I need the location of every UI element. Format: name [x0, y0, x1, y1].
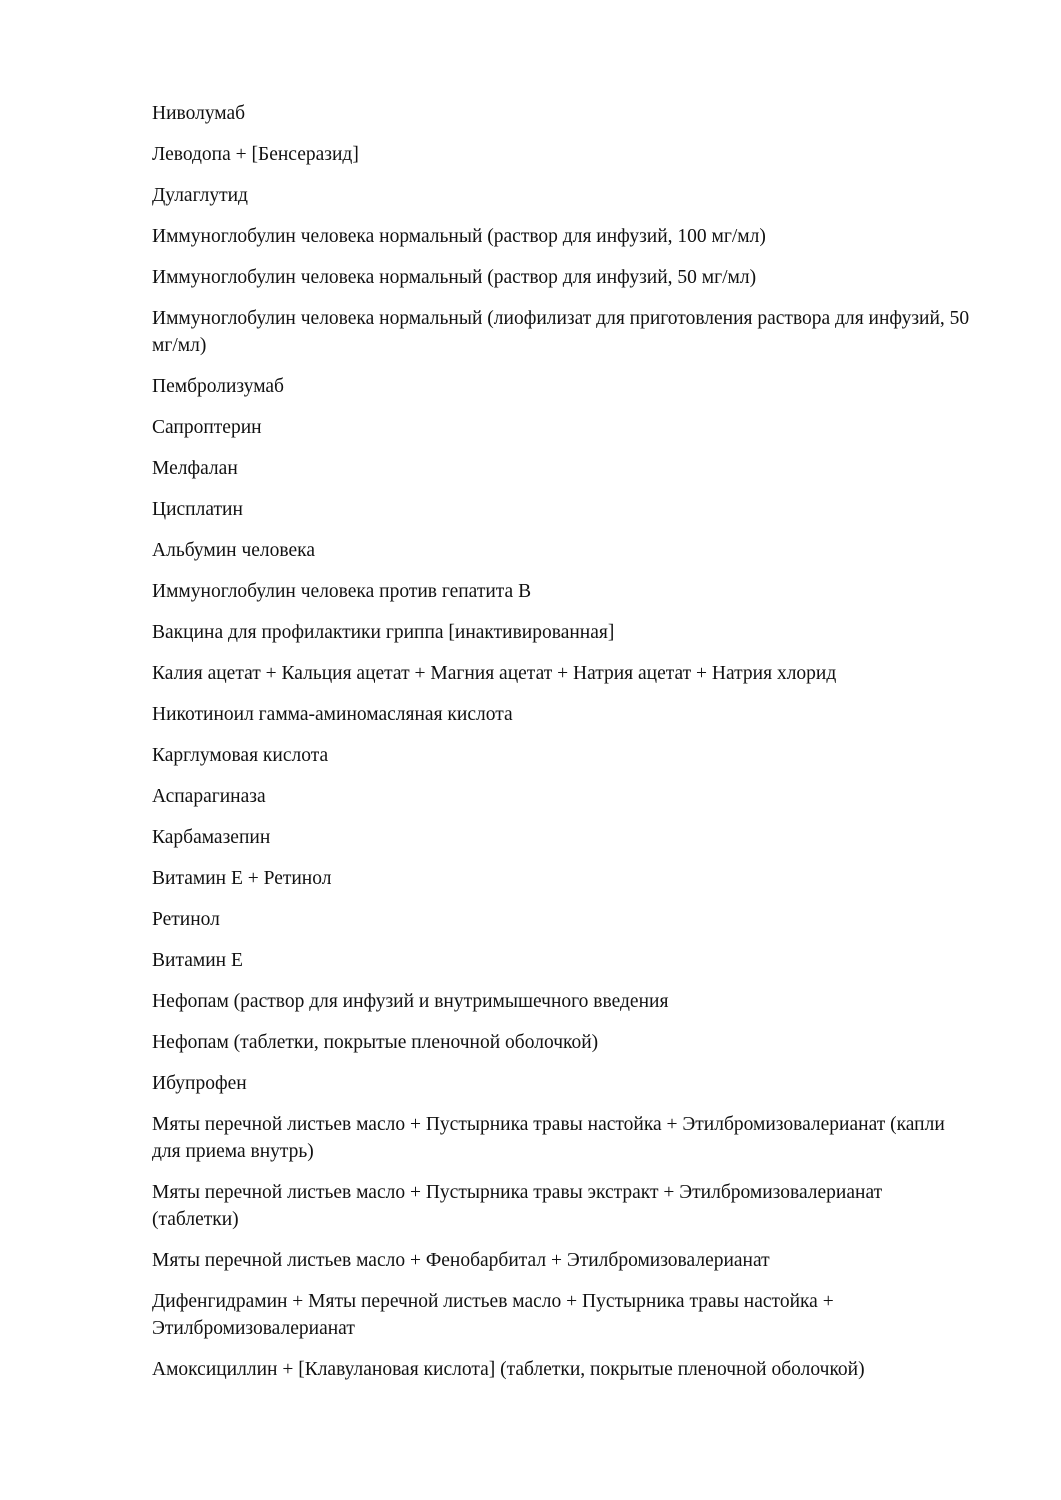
list-item: Аспарагиназа — [152, 786, 266, 807]
list-item: Витамин Е — [152, 950, 243, 971]
list-item: Мяты перечной листьев масло + Пустырника травы экстракт + Этилбромизовалерианат (таблетки) — [152, 1182, 883, 1230]
list-item: Ибупрофен — [152, 1073, 247, 1094]
list-item: Альбумин человека — [152, 540, 315, 561]
list-item: Карбамазепин — [152, 827, 271, 848]
list-item: Нефопам (раствор для инфузий и внутримышечного введения — [152, 991, 669, 1012]
list-item: Иммуноглобулин человека нормальный (лиофилизат для приготовления раствора для инфузий, 50 мг/мл) — [152, 308, 970, 356]
list-item: Цисплатин — [152, 499, 243, 520]
list-item: Калия ацетат + Кальция ацетат + Магния ацетат + Натрия ацетат + Натрия хлорид — [152, 663, 837, 684]
list-item: Иммуноглобулин человека нормальный (раствор для инфузий, 100 мг/мл) — [152, 226, 766, 247]
list-item: Вакцина для профилактики гриппа [инактивированная] — [152, 622, 615, 643]
list-item: Амоксициллин + [Клавулановая кислота] (таблетки, покрытые пленочной оболочкой) — [152, 1359, 865, 1380]
list-item: Дулаглутид — [152, 185, 248, 206]
list-item: Иммуноглобулин человека нормальный (раствор для инфузий, 50 мг/мл) — [152, 267, 757, 288]
list-item: Леводопа + [Бенсеразид] — [152, 144, 359, 165]
list-item: Иммуноглобулин человека против гепатита В — [152, 581, 532, 602]
list-item: Мяты перечной листьев масло + Фенобарбитал + Этилбромизовалерианат — [152, 1250, 770, 1271]
list-item: Витамин Е + Ретинол — [152, 868, 332, 889]
list-item: Ниволумаб — [152, 103, 246, 124]
list-item: Нефопам (таблетки, покрытые пленочной оболочкой) — [152, 1032, 599, 1053]
list-item: Сапроптерин — [152, 417, 262, 438]
drug-list — [152, 100, 972, 1397]
list-item: Никотиноил гамма-аминомасляная кислота — [152, 704, 513, 725]
list-item: Карглумовая кислота — [152, 745, 329, 766]
list-item: Ретинол — [152, 909, 220, 930]
list-item: Мяты перечной листьев масло + Пустырника травы настойка + Этилбромизовалерианат (капли для приема внутрь) — [152, 1114, 945, 1162]
list-item: Мелфалан — [152, 458, 238, 479]
list-item: Дифенгидрамин + Мяты перечной листьев масло + Пустырника травы настойка + Этилбромизовалерианат — [152, 1291, 834, 1339]
list-item: Пембролизумаб — [152, 376, 284, 397]
